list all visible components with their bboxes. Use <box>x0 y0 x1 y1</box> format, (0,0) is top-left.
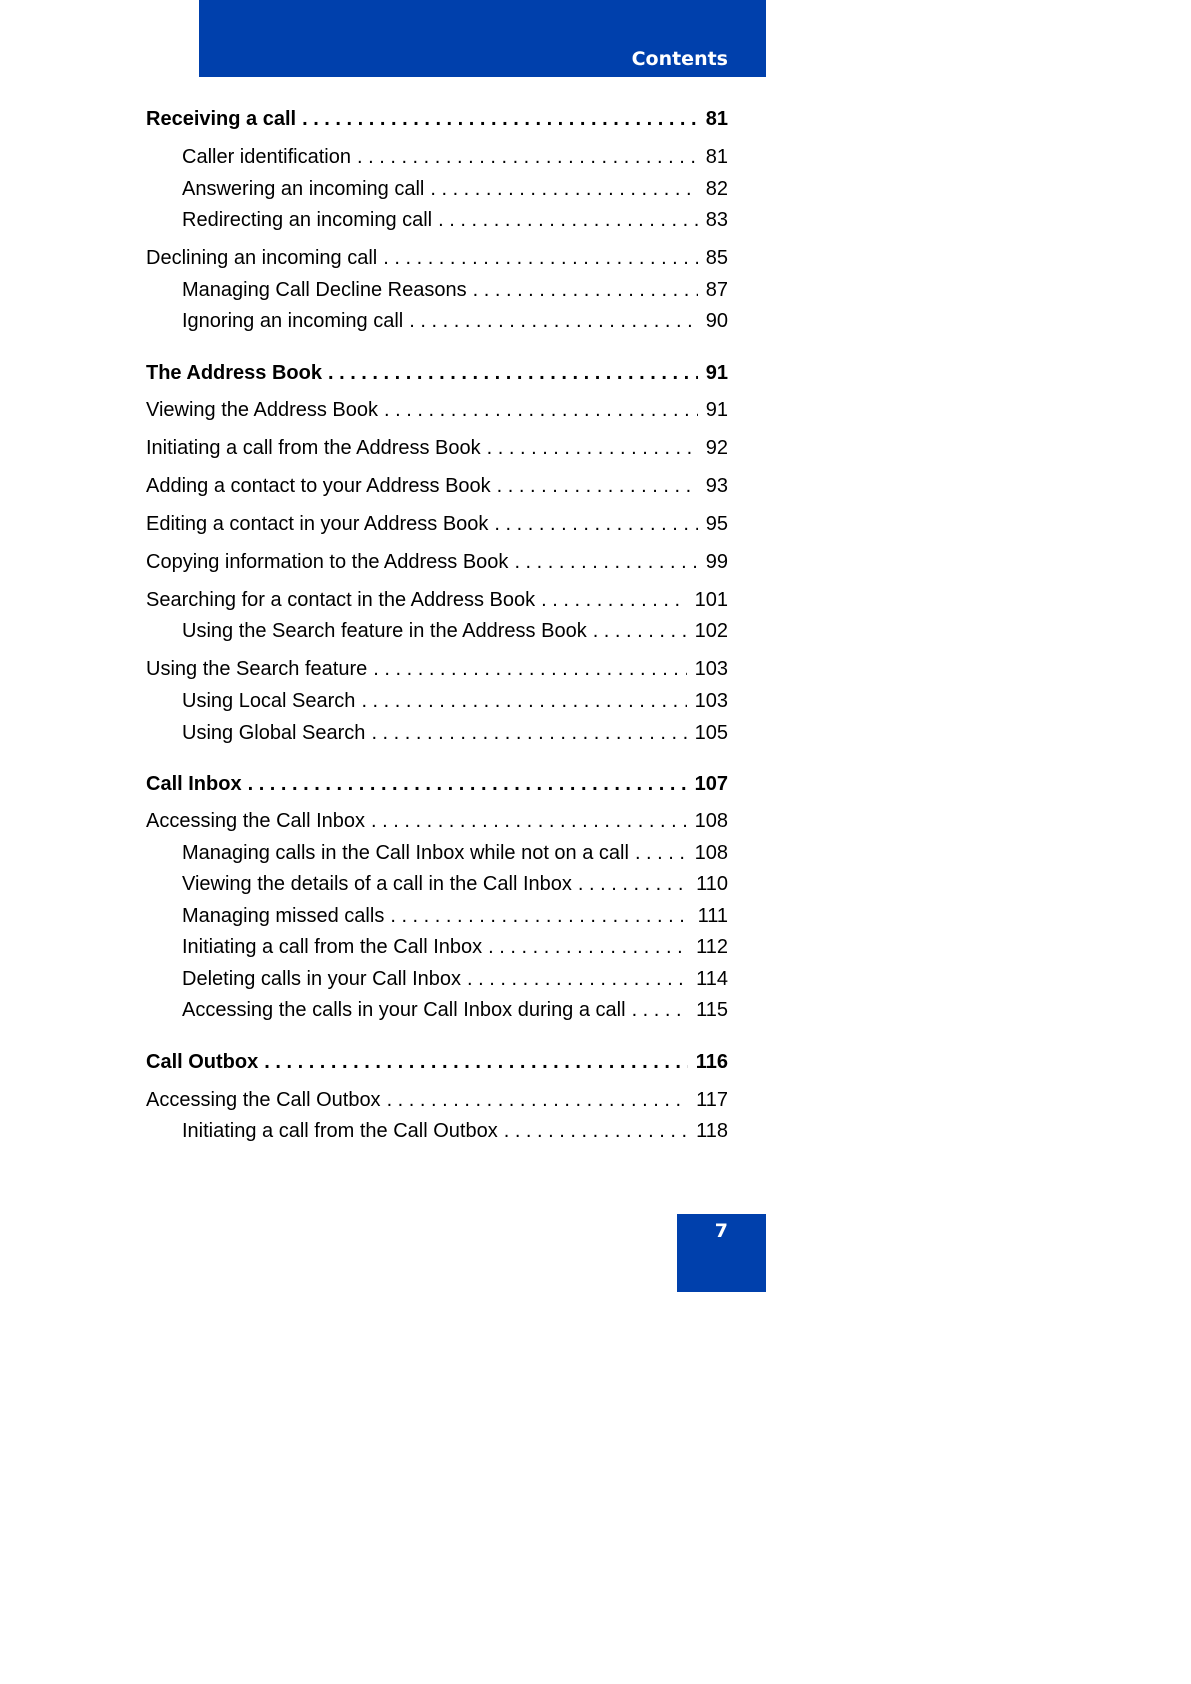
toc-dot-leader <box>248 769 687 799</box>
toc-entry-title: Declining an incoming call <box>146 247 378 269</box>
toc-entry[interactable] <box>182 205 728 235</box>
toc-entry-title: Using the Search feature in the Address Book <box>182 620 587 642</box>
toc-dot-leader <box>328 358 698 388</box>
toc-dot-leader <box>357 142 698 172</box>
toc-entry[interactable] <box>182 275 728 305</box>
toc-entry-title: Viewing the details of a call in the Call Inbox <box>182 873 572 895</box>
toc-entry-title: Answering an incoming call <box>182 178 425 200</box>
toc-dot-leader <box>593 616 687 646</box>
toc-entry[interactable] <box>146 471 728 501</box>
toc-entry-title: Accessing the Call Inbox <box>146 810 366 832</box>
toc-entry-title: Call Outbox <box>146 1051 259 1073</box>
toc-entry[interactable] <box>146 1047 728 1077</box>
toc-entry-page: 110 <box>696 873 728 895</box>
toc-entry-title: Caller identification <box>182 146 351 168</box>
toc-entry-title: Initiating a call from the Address Book <box>146 437 481 459</box>
toc-entry[interactable] <box>182 964 728 994</box>
toc-entry-page: 118 <box>696 1120 728 1142</box>
toc-entry-page: 83 <box>705 209 728 231</box>
toc-dot-leader <box>409 306 698 336</box>
toc-dot-leader <box>487 433 698 463</box>
toc-entry[interactable] <box>146 395 728 425</box>
toc-entry[interactable] <box>146 1085 728 1115</box>
toc-entry[interactable] <box>182 616 728 646</box>
toc-dot-leader <box>578 869 688 899</box>
toc-entry-page: 105 <box>694 722 728 744</box>
toc-entry-title: The Address Book <box>146 362 322 384</box>
toc-entry-page: 99 <box>705 551 728 573</box>
toc-entry[interactable] <box>146 243 728 273</box>
toc-dot-leader <box>302 104 698 134</box>
toc-entry-page: 92 <box>705 437 728 459</box>
page-number-box <box>677 1214 766 1292</box>
toc-entry-title: Managing calls in the Call Inbox while not on a call <box>182 842 629 864</box>
toc-entry-page: 81 <box>705 146 728 168</box>
toc-entry-page: 108 <box>694 842 728 864</box>
toc-entry-title: Using Global Search <box>182 722 366 744</box>
toc-dot-leader <box>383 243 698 273</box>
header-bar <box>199 0 766 77</box>
toc-entry-page: 108 <box>694 810 728 832</box>
toc-entry[interactable] <box>182 932 728 962</box>
toc-dot-leader <box>373 654 686 684</box>
toc-entry[interactable] <box>146 769 728 799</box>
toc-entry-page: 102 <box>694 620 728 642</box>
toc-entry[interactable] <box>182 142 728 172</box>
toc-entry[interactable] <box>146 104 728 134</box>
toc-entry-title: Call Inbox <box>146 773 242 795</box>
toc-dot-leader <box>371 718 686 748</box>
toc-entry[interactable] <box>182 869 728 899</box>
toc-dot-leader <box>438 205 698 235</box>
toc-dot-leader <box>514 547 697 577</box>
toc-dot-leader <box>264 1047 688 1077</box>
toc-entry-page: 112 <box>696 936 728 958</box>
toc-entry-page: 116 <box>695 1051 728 1073</box>
toc-entry-page: 114 <box>696 968 728 990</box>
toc-entry-title: Searching for a contact in the Address Book <box>146 589 536 611</box>
toc-entry-title: Deleting calls in your Call Inbox <box>182 968 462 990</box>
toc-entry-page: 82 <box>705 178 728 200</box>
toc-entry[interactable] <box>146 433 728 463</box>
toc-entry-page: 91 <box>705 362 728 384</box>
toc-entry[interactable] <box>146 806 728 836</box>
toc-entry[interactable] <box>146 358 728 388</box>
toc-entry-title: Copying information to the Address Book <box>146 551 509 573</box>
toc-entry[interactable] <box>146 547 728 577</box>
toc-entry-page: 103 <box>694 658 728 680</box>
toc-entry-page: 90 <box>705 310 728 332</box>
toc-dot-leader <box>361 686 686 716</box>
toc-entry-title: Viewing the Address Book <box>146 399 379 421</box>
toc-dot-leader <box>390 901 689 931</box>
toc-dot-leader <box>371 806 687 836</box>
toc-entry-title: Adding a contact to your Address Book <box>146 475 491 497</box>
toc-entry[interactable] <box>182 838 728 868</box>
toc-entry-page: 91 <box>705 399 728 421</box>
toc-entry-title: Redirecting an incoming call <box>182 209 433 231</box>
page-number: 7 <box>714 1220 728 1242</box>
toc-entry-title: Editing a contact in your Address Book <box>146 513 489 535</box>
toc-dot-leader <box>473 275 698 305</box>
toc-entry[interactable] <box>182 901 728 931</box>
toc-entry-page: 95 <box>705 513 728 535</box>
toc-entry-title: Ignoring an incoming call <box>182 310 404 332</box>
toc-entry[interactable] <box>182 174 728 204</box>
toc-dot-leader <box>635 838 687 868</box>
toc-entry-title: Initiating a call from the Call Inbox <box>182 936 483 958</box>
toc-entry-page: 93 <box>705 475 728 497</box>
toc-entry-title: Accessing the calls in your Call Inbox during a call <box>182 999 626 1021</box>
toc-entry[interactable] <box>182 306 728 336</box>
toc-dot-leader <box>541 585 687 615</box>
toc-entry-title: Managing Call Decline Reasons <box>182 279 467 301</box>
toc-dot-leader <box>384 395 698 425</box>
toc-entry-page: 115 <box>696 999 728 1021</box>
toc-dot-leader <box>488 932 688 962</box>
page-title: Contents <box>631 48 728 70</box>
toc-entry-title: Using Local Search <box>182 690 356 712</box>
toc-entry-page: 117 <box>696 1089 728 1111</box>
toc-entry-page: 85 <box>705 247 728 269</box>
toc-entry-title: Managing missed calls <box>182 905 385 927</box>
toc-entry-title: Receiving a call <box>146 108 297 130</box>
toc-entry-page: 101 <box>694 589 728 611</box>
toc-entry[interactable] <box>146 585 728 615</box>
toc-dot-leader <box>467 964 688 994</box>
toc-dot-leader <box>497 471 698 501</box>
toc-entry-page: 87 <box>705 279 728 301</box>
toc-entry-page: 107 <box>694 773 728 795</box>
toc-entry-page: 81 <box>705 108 728 130</box>
toc-dot-leader <box>387 1085 689 1115</box>
toc-entry[interactable] <box>182 718 728 748</box>
toc-entry-title: Initiating a call from the Call Outbox <box>182 1120 498 1142</box>
toc-dot-leader <box>430 174 697 204</box>
toc-entry[interactable] <box>182 1116 728 1146</box>
toc-entry-title: Using the Search feature <box>146 658 368 680</box>
toc-entry[interactable] <box>146 654 728 684</box>
toc-dot-leader <box>494 509 697 539</box>
toc-entry-page: 103 <box>694 690 728 712</box>
toc-entry-title: Accessing the Call Outbox <box>146 1089 381 1111</box>
toc-dot-leader <box>504 1116 688 1146</box>
toc-entry-page: 111 <box>697 905 728 927</box>
toc-entry[interactable] <box>182 686 728 716</box>
toc-entry[interactable] <box>146 509 728 539</box>
toc-entry[interactable] <box>182 995 728 1025</box>
toc-dot-leader <box>632 995 689 1025</box>
